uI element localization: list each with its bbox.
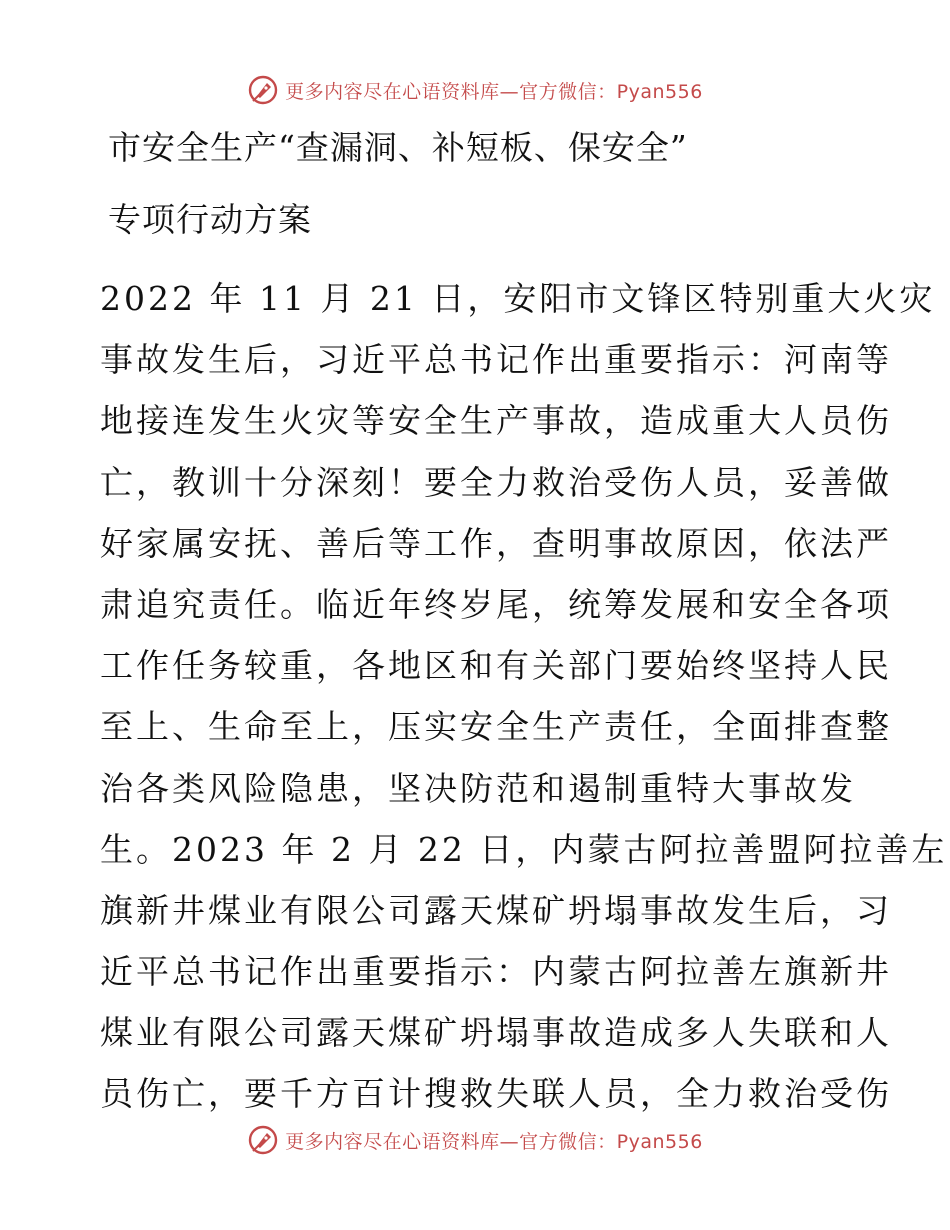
body-line: 好家属安抚、善后等工作，查明事故原因，依法严 xyxy=(100,523,892,563)
body-line: 员伤亡，要千方百计搜救失联人员，全力救治受伤 xyxy=(100,1074,892,1114)
body-line: 煤业有限公司露天煤矿坍塌事故造成多人失联和人 xyxy=(100,1013,892,1053)
footer-watermark xyxy=(0,1120,950,1160)
body-line: 治各类风险隐患，坚决防范和遏制重特大事故发 xyxy=(100,768,856,808)
body-line: 2022 年 11 月 21 日，安阳市文锋区特别重大火灾 xyxy=(100,279,936,318)
document-title-line-2: 专项行动方案 xyxy=(108,200,312,239)
watermark-text: 更多内容尽在心语资料库—官方微信：Pyan556 xyxy=(285,1130,703,1153)
body-line: 亡，教训十分深刻！要全力救治受伤人员，妥善做 xyxy=(100,462,892,502)
body-line: 事故发生后，习近平总书记作出重要指示：河南等 xyxy=(100,340,892,380)
watermark-text: 更多内容尽在心语资料库—官方微信：Pyan556 xyxy=(285,80,703,103)
header-watermark xyxy=(0,70,950,110)
body-line: 旗新井煤业有限公司露天煤矿坍塌事故发生后，习 xyxy=(100,890,892,930)
body-line: 肃追究责任。临近年终岁尾，统筹发展和安全各项 xyxy=(100,584,892,624)
document-body xyxy=(100,268,948,1125)
pen-nib-circle-icon xyxy=(247,1124,279,1156)
body-line: 工作任务较重，各地区和有关部门要始终坚持人民 xyxy=(100,646,892,686)
body-line: 生。2023 年 2 月 22 日，内蒙古阿拉善盟阿拉善左 xyxy=(100,829,948,869)
body-line: 至上、生命至上，压实安全生产责任，全面排查整 xyxy=(100,707,892,747)
body-line: 近平总书记作出重要指示：内蒙古阿拉善左旗新井 xyxy=(100,952,892,992)
body-line: 地接连发生火灾等安全生产事故，造成重大人员伤 xyxy=(100,401,892,441)
pen-nib-circle-icon xyxy=(247,74,279,106)
document-title-line-1: 市安全生产“查漏洞、补短板、保安全” xyxy=(108,128,688,167)
